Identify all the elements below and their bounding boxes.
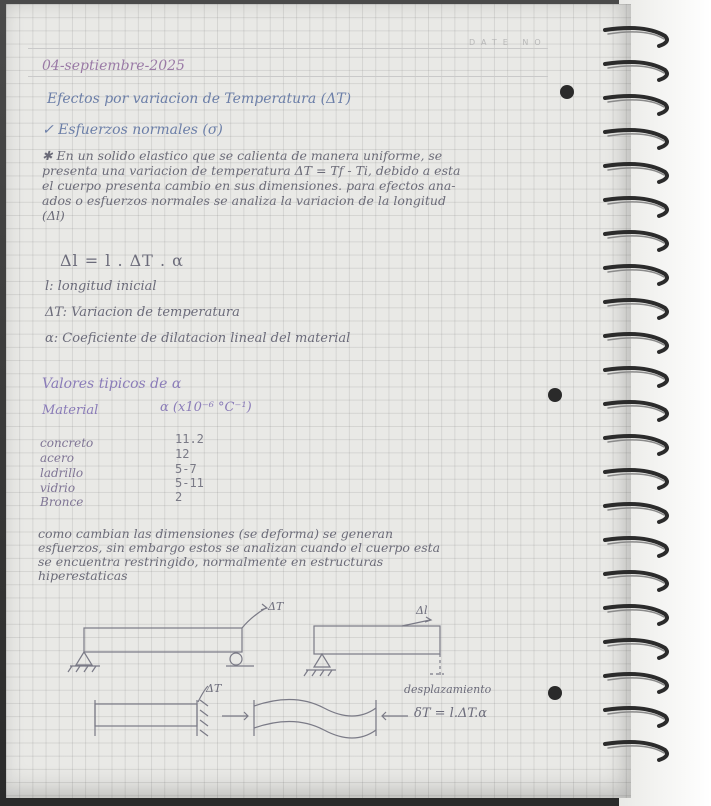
material-value: 5-11 [175,476,204,490]
paragraph-line: como cambian las dimensiones (se deforma) se generan [38,526,394,541]
paragraph-line: se encuentra restringido, normalmente en estructuras [38,554,384,569]
material-name: concreto [40,436,94,450]
paragraph-line: ✱ En un solido elastico que se calienta de manera uniforme, se [42,148,443,163]
material-value: 11.2 [175,432,204,446]
paragraph-line: hiperestaticas [38,568,128,583]
page-title: Efectos por variacion de Temperatura (ΔT) [47,91,352,107]
table-header-alpha: α (x10⁻⁶ °C⁻¹) [160,400,252,415]
date-text: 04-septiembre-2025 [42,58,185,74]
sketch-label-delta-formula: δT = l.ΔT.α [414,706,488,721]
dilatation-formula: Δl = l . ΔT . α [60,251,184,270]
material-value: 2 [175,490,183,504]
sketch-label-displacement: desplazamiento [404,683,492,696]
values-title: Valores tipicos de α [42,376,182,392]
page-corner-marks: DATE NO [469,38,547,47]
sketch-label-dt: ΔT [268,600,284,613]
paragraph-line: (Δl) [42,208,65,223]
definition-coefficient: α: Coeficiente de dilatacion lineal del material [45,331,351,346]
material-value: 12 [175,447,190,461]
material-name: Bronce [40,495,84,509]
material-name: acero [40,451,74,465]
paragraph-line: el cuerpo presenta cambio en sus dimensiones. para efectos ana- [42,178,456,193]
definition-length: l: longitud inicial [45,279,157,294]
sketch-label-dt-fixed: ΔT [206,682,222,695]
table-header-material: Material [42,403,99,418]
material-name: ladrillo [40,466,84,480]
section-subtitle: ✓ Esfuerzos normales (σ) [42,122,223,138]
paragraph-line: presenta una variacion de temperatura ΔT = Tf - Ti, debido a esta [42,163,461,178]
paragraph-line: esfuerzos, sin embargo estos se analizan cuando el cuerpo esta [38,540,441,555]
paragraph-line: ados o esfuerzos normales se analiza la variacion de la longitud [42,193,446,208]
definition-temperature: ΔT: Variacion de temperatura [45,305,240,320]
material-name: vidrio [40,481,76,495]
material-value: 5-7 [175,462,197,476]
sketch-label-dl: Δl [416,604,428,617]
